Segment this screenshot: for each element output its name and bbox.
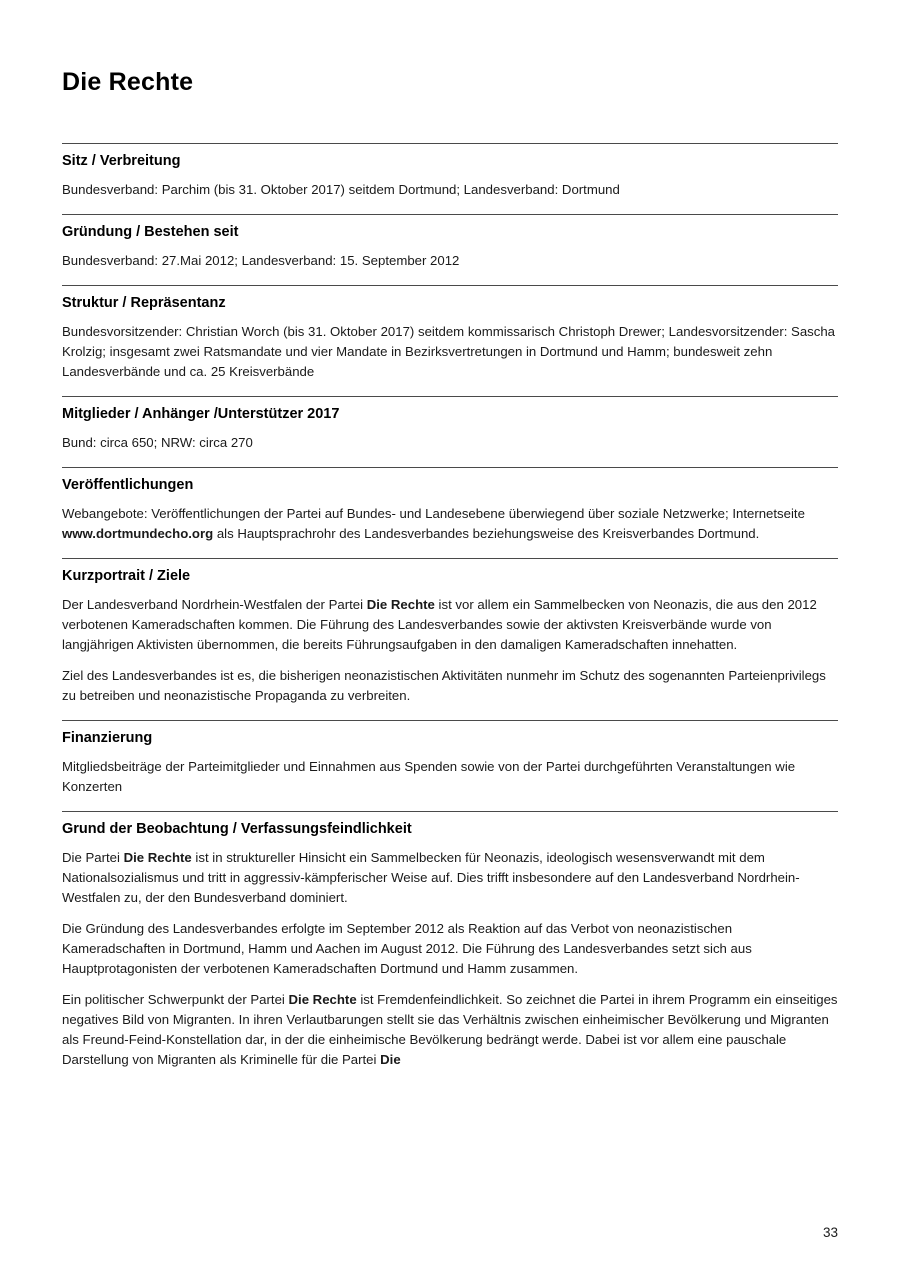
section-paragraph: Ziel des Landesverbandes ist es, die bisherigen neonazistischen Aktivitäten nunmehr im Schutz des sogenannten Parteienprivilegs zu betreiben und neonazistische Propaganda zu verbreiten. xyxy=(62,667,826,703)
section-paragraph: Mitgliedsbeiträge der Parteimitglieder und Einnahmen aus Spenden sowie von der Partei durchgeführten Veranstaltungen wie Konzerten xyxy=(62,758,796,794)
section-paragraph: Webangebote: Veröffentlichungen der Partei auf Bundes- und Landesebene überwiegend über soziale Netzwerke; Internetseite www.dortmundecho.org als Hauptsprachrohr des Landesverbandes beziehungsweise des Kreisverbandes Dortmund. xyxy=(62,505,805,541)
section-paragraph: Bundesverband: Parchim (bis 31. Oktober 2017) seitdem Dortmund; Landesverband: Dortmund xyxy=(62,181,620,197)
section-gruendung-bestehen-seit xyxy=(62,214,838,271)
section-veroeffentlichungen xyxy=(62,467,838,544)
section-paragraph: Bundesverband: 27.Mai 2012; Landesverband: 15. September 2012 xyxy=(62,252,460,268)
section-sitz-verbreitung xyxy=(62,143,838,200)
section-heading: Sitz / Verbreitung xyxy=(62,153,181,169)
section-mitglieder-anhaenger-unterstuetzer xyxy=(62,396,838,453)
section-heading: Gründung / Bestehen seit xyxy=(62,223,239,240)
section-list xyxy=(62,143,838,1070)
section-paragraph: Die Partei Die Rechte ist in struktureller Hinsicht ein Sammelbecken für Neonazis, ideologisch wesensverwandt mit dem Nationalsozialismus und tritt in aggressiv-kämpferischer Weise auf. Dies trifft insbesondere auf den Landesverband Nordrhein-Westfalen zu, der den Bundesverband dominiert. xyxy=(62,849,800,905)
section-heading: Struktur / Repräsentanz xyxy=(62,294,226,311)
section-paragraph: Die Gründung des Landesverbandes erfolgte im September 2012 als Reaktion auf das Verbot von neonazistischen Kameradschaften in Dortmund, Hamm und Aachen im August 2012. Die Führung des Landesverbandes setzt sich aus Hauptprotagonisten der verbotenen Kameradschaften Dortmund und Hamm zusammen. xyxy=(62,920,752,976)
page-number: 33 xyxy=(822,1225,838,1240)
section-struktur-repraesentanz xyxy=(62,285,838,382)
section-paragraph: Bundesvorsitzender: Christian Worch (bis 31. Oktober 2017) seitdem kommissarisch Christoph Drewer; Landesvorsitzender: Sascha Krolzig; insgesamt zwei Ratsmandate und vier Mandate in Bezirksvertretungen in Dortmund und Hamm; bundesweit zehn Landesverbände und ca. 25 Kreisverbände xyxy=(62,323,836,379)
section-heading: Veröffentlichungen xyxy=(62,476,194,493)
section-finanzierung xyxy=(62,720,838,797)
page-title: Die Rechte xyxy=(62,68,194,96)
section-heading: Kurzportrait / Ziele xyxy=(62,567,191,584)
section-kurzportrait-ziele xyxy=(62,558,838,706)
section-heading: Finanzierung xyxy=(62,729,153,746)
section-paragraph: Ein politischer Schwerpunkt der Partei Die Rechte ist Fremdenfeindlichkeit. So zeichnet die Partei in ihrem Programm ein einseitiges negatives Bild von Migranten. In ihren Verlautbarungen stellt sie das Verhältnis zwischen einheimischer Bevölkerung und Migranten als Freund-Feind-Konstellation dar, in der die einheimische Bevölkerung bedrängt werde. Dabei ist vor allem eine pauschale Darstellung von Migranten als Kriminelle für die Partei Die xyxy=(62,992,838,1068)
section-heading: Mitglieder / Anhänger /Unterstützer 2017 xyxy=(62,405,340,422)
section-paragraph: Der Landesverband Nordrhein-Westfalen der Partei Die Rechte ist vor allem ein Sammelbecken von Neonazis, die aus den 2012 verbotenen Kameradschaften kommen. Die Führung des Landesverbandes sowie der aktivsten Kreisverbände wurde von langjährigen Aktivisten übernommen, die bereits Führungsaufgaben in den damaligen Kameradschaften innehatten. xyxy=(62,596,817,652)
section-grund-der-beobachtung xyxy=(62,811,838,1070)
section-heading: Grund der Beobachtung / Verfassungsfeindlichkeit xyxy=(62,820,412,837)
section-paragraph: Bund: circa 650; NRW: circa 270 xyxy=(62,434,253,450)
